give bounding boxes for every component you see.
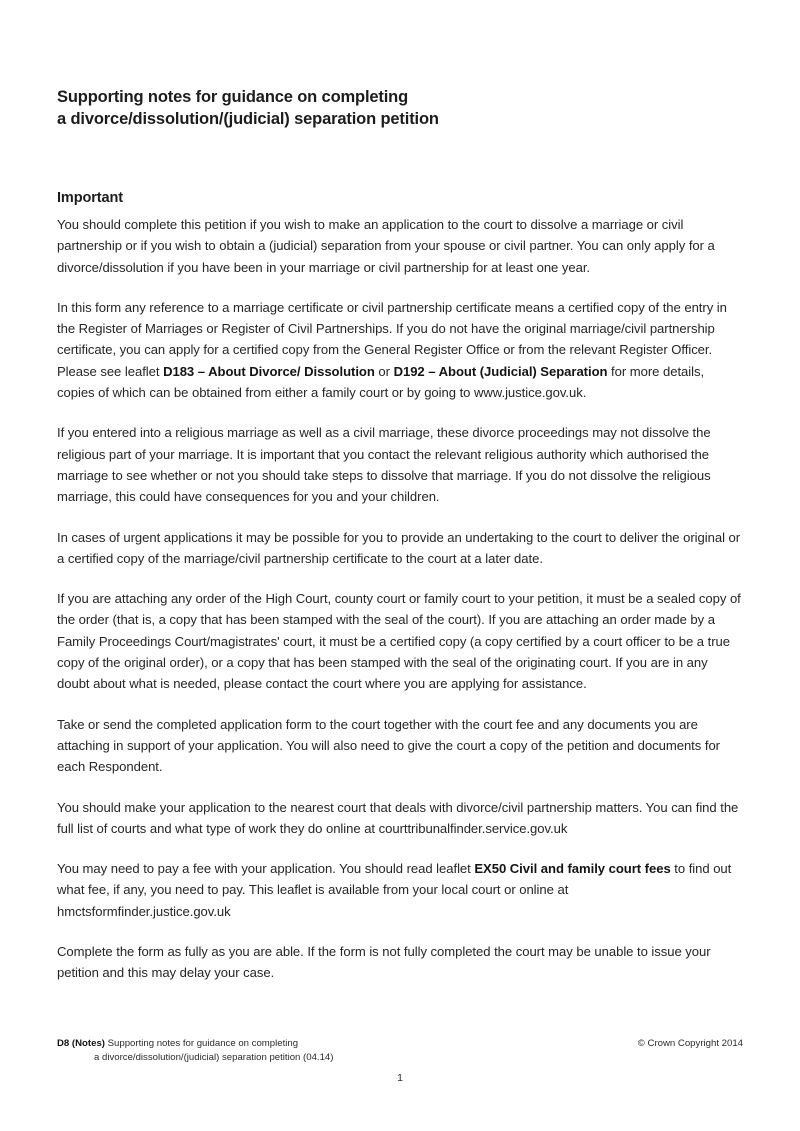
- footer-form-reference: [57, 1037, 333, 1064]
- footer-form-title-line-1: Supporting notes for guidance on completing: [104, 1038, 299, 1049]
- leaflet-ref-d192: D192 – About (Judicial) Separation: [393, 363, 608, 379]
- paragraph-3: If you entered into a religious marriage as well as a civil marriage, these divorce proceedings may not dissolve the religious part of your marriage. It is important that you contact the relevant religious authority which authorised the marriage to see whether or not you should take steps to dissolve that marriage. If you do not dissolve the religious marriage, this could have consequences for you and your children.: [57, 425, 711, 505]
- paragraph-8-text-a: You may need to pay a fee with your application. You should read leaflet: [57, 861, 475, 877]
- leaflet-ref-ex50: EX50 Civil and family court fees: [474, 861, 671, 877]
- page-title-line-2: a divorce/dissolution/(judicial) separation petition: [57, 110, 439, 128]
- paragraph-2-text-a: In this form any reference to a marriage certificate or civil partnership certificate means a certified copy of the entry in the Register of Marriages or Register of Civil Partnerships. If you do not have the original marriage/civil partnership certificate, you can apply for a certified copy from the General Register Office or from the relevant Register Officer. Please see leaflet: [57, 299, 727, 379]
- paragraph-1: You should complete this petition if you wish to make an application to the court to dissolve a marriage or civil partnership or if you wish to obtain a (judicial) separation from your spouse or civil partner. You can only apply for a divorce/dissolution if you have been in your marriage or civil partnership for at least one year.: [57, 217, 715, 275]
- footer-copyright: © Crown Copyright 2014: [637, 1038, 743, 1049]
- paragraph-5: If you are attaching any order of the High Court, county court or family court to your petition, it must be a sealed copy of the order (that is, a copy that has been stamped with the seal of the court). If you are attaching an order made by a Family Proceedings Court/magistrates' court, it must be a certified copy (a copy certified by a court officer to be a true copy of the original order), or a copy that has been stamped with the seal of the originating court. If you are in any doubt about what is needed, please contact the court where you are applying for assistance.: [57, 591, 741, 692]
- footer-form-code: D8 (Notes): [57, 1038, 105, 1049]
- document-body: [57, 86, 743, 984]
- paragraph-8-text-b: to find out what fee, if any, you need to pay. This leaflet is available from your local court or online at hmctsformfinder.justice.gov.uk: [57, 861, 732, 919]
- paragraph-7: You should make your application to the nearest court that deals with divorce/civil partnership matters. You can find the full list of courts and what type of work they do online at courttribunalfinder.service.gov.uk: [57, 799, 739, 836]
- paragraph-6: Take or send the completed application form to the court together with the court fee and any documents you are attaching in support of your application. You will also need to give the court a copy of the petition and documents for each Respondent.: [57, 716, 720, 775]
- leaflet-ref-d183: D183 – About Divorce/ Dissolution: [163, 363, 375, 379]
- paragraph-4: In cases of urgent applications it may be possible for you to provide an undertaking to the court to deliver the original or a certified copy of the marriage/civil partnership certificate to the court at a later date.: [57, 529, 741, 566]
- section-heading-important: Important: [57, 190, 123, 206]
- important-section: [57, 189, 743, 984]
- page-number: 1: [397, 1072, 403, 1084]
- paragraph-2: [57, 297, 743, 403]
- footer-form-title-line-2: a divorce/dissolution/(judicial) separation petition (04.14): [94, 1051, 334, 1063]
- paragraph-9: Complete the form as fully as you are able. If the form is not fully completed the court may be unable to issue your petition and this may delay your case.: [57, 944, 711, 981]
- paragraph-8: [57, 858, 743, 922]
- page-title-line-1: Supporting notes for guidance on completing: [57, 88, 409, 106]
- page-footer: [57, 1037, 743, 1064]
- paragraph-2-text-b: or: [374, 363, 394, 379]
- footer-row: [57, 1037, 743, 1064]
- paragraph-2-text-c: for more details, copies of which can be obtained from either a family court or by going to www.justice.gov.uk.: [57, 363, 705, 401]
- page-title: [57, 86, 743, 130]
